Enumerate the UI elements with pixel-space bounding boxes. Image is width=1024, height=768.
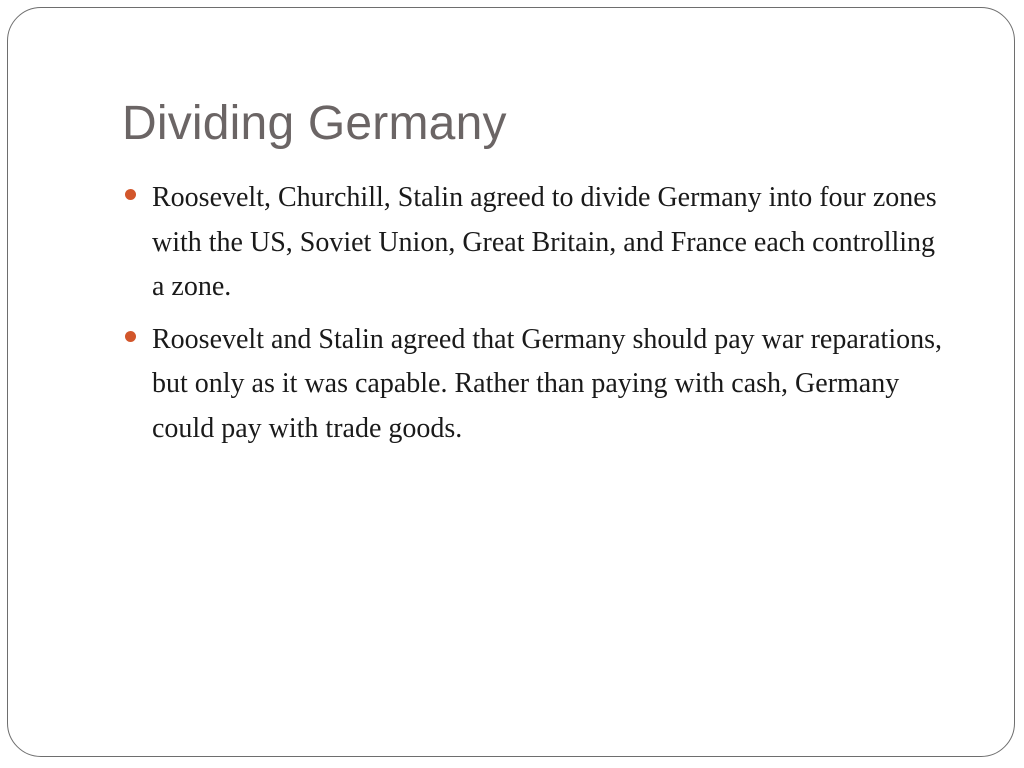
bullet-dot-icon — [125, 331, 136, 342]
bullet-text: Roosevelt, Churchill, Stalin agreed to divide Germany into four zones with the US, Soviet Union, Great Britain, and France each controlling a zone. — [152, 182, 937, 302]
slide-title: Dividing Germany — [122, 97, 507, 150]
bullet-dot-icon — [125, 189, 136, 200]
bullet-list — [123, 176, 943, 459]
bullet-text: Roosevelt and Stalin agreed that Germany should pay war reparations, but only as it was capable. Rather than paying with cash, Germany could pay with trade goods. — [152, 323, 942, 444]
slide — [7, 7, 1015, 757]
bullet-item — [123, 176, 943, 310]
bullet-item — [123, 318, 943, 452]
